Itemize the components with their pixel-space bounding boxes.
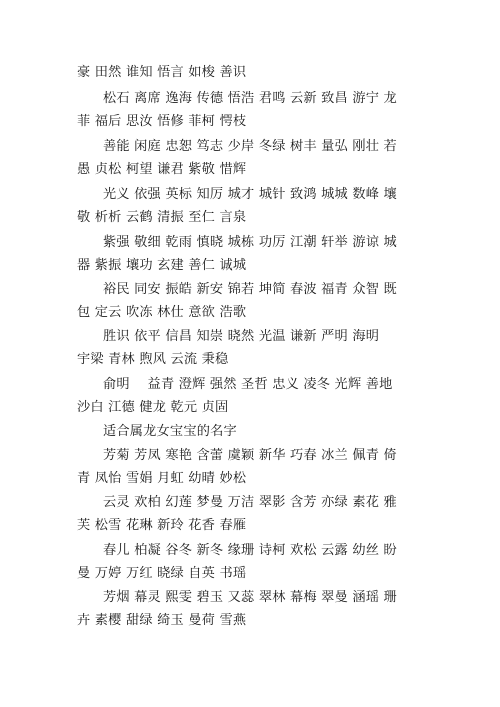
text-line: 松石 离席 逸海 传德 悟浩 君鸣 云新 致昌 游宁 龙 bbox=[103, 91, 397, 106]
text-line: 曼 万婷 万红 晓绿 自英 书瑶 bbox=[77, 566, 247, 581]
text-line: 沙白 江德 健龙 乾元 贞固 bbox=[77, 400, 229, 415]
text-line: 芳烟 幕灵 熙雯 碧玉 又蕊 翠林 幕梅 翠曼 涵瑶 珊 bbox=[103, 590, 397, 605]
text-line: 卉 素樱 甜绿 绮玉 曼荷 雪燕 bbox=[77, 613, 247, 628]
text-line: 裕民 同安 振皓 新安 锦若 坤简 春波 福青 众智 既 bbox=[103, 282, 397, 297]
text-line: 器 紫振 壤功 玄建 善仁 诚城 bbox=[77, 258, 247, 273]
text-line: 豪 田然 谁知 悟言 如梭 善识 bbox=[77, 65, 247, 80]
text-line: 胜识 依平 信昌 知崇 晓然 光温 谦新 严明 海明 bbox=[103, 329, 380, 344]
text-line: 云灵 欢柏 幻莲 梦曼 万洁 翠影 含芳 亦绿 素花 雅 bbox=[103, 495, 397, 510]
text-line: 敬 析析 云鹤 清振 至仁 言泉 bbox=[77, 210, 247, 225]
text-line: 包 定云 吹冻 林仕 意欲 浩歌 bbox=[77, 305, 247, 320]
section-heading: 适合属龙女宝宝的名字 bbox=[103, 424, 237, 439]
text-line: 宇梁 青林 煦风 云流 秉稳 bbox=[77, 352, 229, 367]
text-line: 春儿 柏凝 谷冬 新冬 缘珊 诗柯 欢松 云露 幼丝 盼 bbox=[103, 543, 397, 558]
text-line: 芙 松雪 花琳 新玲 花香 春雁 bbox=[77, 518, 247, 533]
text-line: 青 凤怡 雪娟 月虹 幼晴 妙松 bbox=[77, 471, 247, 486]
text-line: 愚 贞松 柯望 谦君 紫敬 惜辉 bbox=[77, 162, 247, 177]
text-line: 紫强 敬细 乾雨 慎晓 城栋 功厉 江潮 轩举 游谅 城 bbox=[103, 235, 397, 250]
text-line: 芳菊 芳凤 寒艳 含蕾 虞颖 新华 巧春 冰兰 佩青 倚 bbox=[103, 448, 397, 463]
text-line: 善能 闲庭 忠恕 笃志 少岸 冬绿 树丰 量弘 刚壮 若 bbox=[103, 139, 397, 154]
text-line: 菲 福后 思汝 悟修 菲柯 愕枝 bbox=[77, 114, 247, 129]
text-line: 光义 依强 英标 知厉 城才 城针 致鸿 城城 数峰 壤 bbox=[103, 187, 397, 202]
text-line: 俞明 益青 澄辉 强然 圣哲 忠义 凌冬 光辉 善地 bbox=[103, 377, 393, 392]
